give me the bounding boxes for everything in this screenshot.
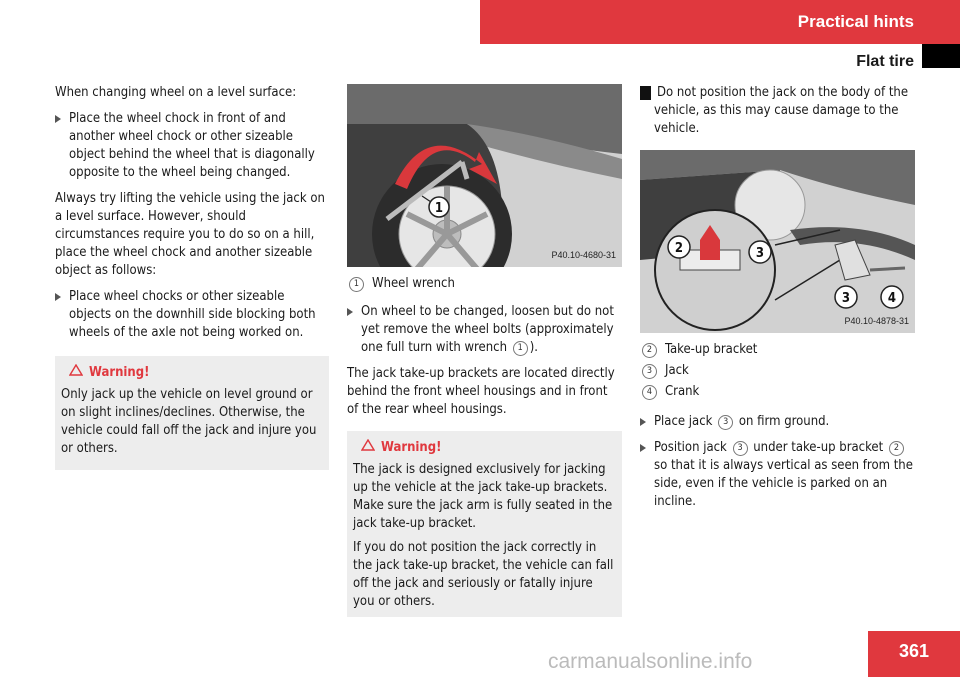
wheel-wrench-illustration	[347, 84, 622, 267]
warning-text: Only jack up the vehicle on level ground or on slight inclines/declines. Otherwise, the vehicle could fall off the jack and injure you or others.	[61, 387, 317, 456]
legend-item: 4 Crank	[640, 383, 915, 401]
notice-icon: !	[640, 86, 651, 100]
figure-callout-2: 2	[674, 241, 684, 256]
instruction-bullet: Place wheel chocks or other sizeable objects on the downhill side blocking both wheels of the axle not being worked on.	[55, 288, 329, 342]
column-1	[55, 84, 329, 470]
legend-item: 1 Wheel wrench	[347, 275, 622, 293]
body-paragraph: The jack take-up brackets are located directly behind the front wheel housings and in front of the rear wheel housings.	[347, 366, 615, 417]
warning-title: Warning!	[61, 364, 323, 382]
notice-paragraph: ! Do not position the jack on the body of the vehicle, as this may cause damage to the vehicle.	[636, 85, 909, 136]
bullet-arrow-icon	[55, 293, 61, 301]
figure-code: P40.10-4680-31	[551, 250, 616, 260]
warning-triangle-icon	[69, 364, 83, 382]
subsection-title: Flat tire	[856, 53, 914, 70]
instruction-bullet: Place the wheel chock in front of and another wheel chock or other sizeable object behind the wheel that is diagonally opposite to the wheel being changed.	[55, 110, 329, 182]
figure-code: P40.10-4878-31	[844, 316, 909, 326]
callout-ref: 3	[733, 441, 748, 456]
wheel-wrench-figure	[347, 84, 622, 267]
callout-number: 4	[642, 385, 657, 400]
subsection-tab-marker	[922, 44, 960, 68]
legend-item: 2 Take-up bracket	[640, 341, 915, 359]
callout-number: 3	[642, 364, 657, 379]
column-3	[636, 84, 915, 519]
instruction-bullet: Place jack 3 on firm ground.	[640, 413, 915, 431]
warning-triangle-icon	[361, 439, 375, 457]
warning-title: Warning!	[353, 439, 616, 457]
callout-number: 1	[349, 277, 364, 292]
callout-number: 2	[642, 343, 657, 358]
callout-ref: 3	[718, 415, 733, 430]
body-paragraph: Always try lifting the vehicle using the jack on a level surface. However, should circumstances require you to do so on a hill, place the wheel chock and another sizeable object as follows:	[55, 191, 325, 278]
page-number: 361	[868, 631, 960, 677]
bullet-arrow-icon	[640, 444, 646, 452]
warning-text: The jack is designed exclusively for jacking up the vehicle at the jack take-up brackets. Make sure the jack arm is fully seated in the jack take-up bracket.	[353, 462, 613, 531]
figure-callout-3b: 3	[841, 291, 851, 306]
bullet-arrow-icon	[55, 115, 61, 123]
callout-ref: 2	[889, 441, 904, 456]
legend-item: 3 Jack	[640, 362, 915, 380]
warning-box	[55, 356, 329, 470]
column-2	[347, 84, 622, 617]
warning-text: If you do not position the jack correctly in the jack take-up bracket, the vehicle can fall off the jack and seriously or fatally injure you or others.	[353, 540, 614, 609]
jack-figure	[640, 150, 915, 333]
figure-callout-4: 4	[887, 291, 897, 306]
intro-text: When changing wheel on a level surface:	[55, 85, 297, 100]
section-title: Practical hints	[797, 12, 914, 31]
watermark: carmanualsonline.info	[548, 650, 753, 673]
callout-ref: 1	[513, 341, 528, 356]
section-header	[480, 0, 960, 44]
figure-callout-1: 1	[434, 201, 444, 216]
bullet-arrow-icon	[347, 308, 353, 316]
jack-illustration	[640, 150, 915, 333]
bullet-arrow-icon	[640, 418, 646, 426]
instruction-bullet: Position jack 3 under take-up bracket 2 so that it is always vertical as seen from the side, even if the vehicle is parked on an incline.	[640, 439, 915, 511]
figure-callout-3: 3	[755, 246, 765, 261]
warning-box	[347, 431, 622, 617]
instruction-bullet: On wheel to be changed, loosen but do not yet remove the wheel bolts (approximately one full turn with wrench 1 ).	[347, 303, 622, 357]
